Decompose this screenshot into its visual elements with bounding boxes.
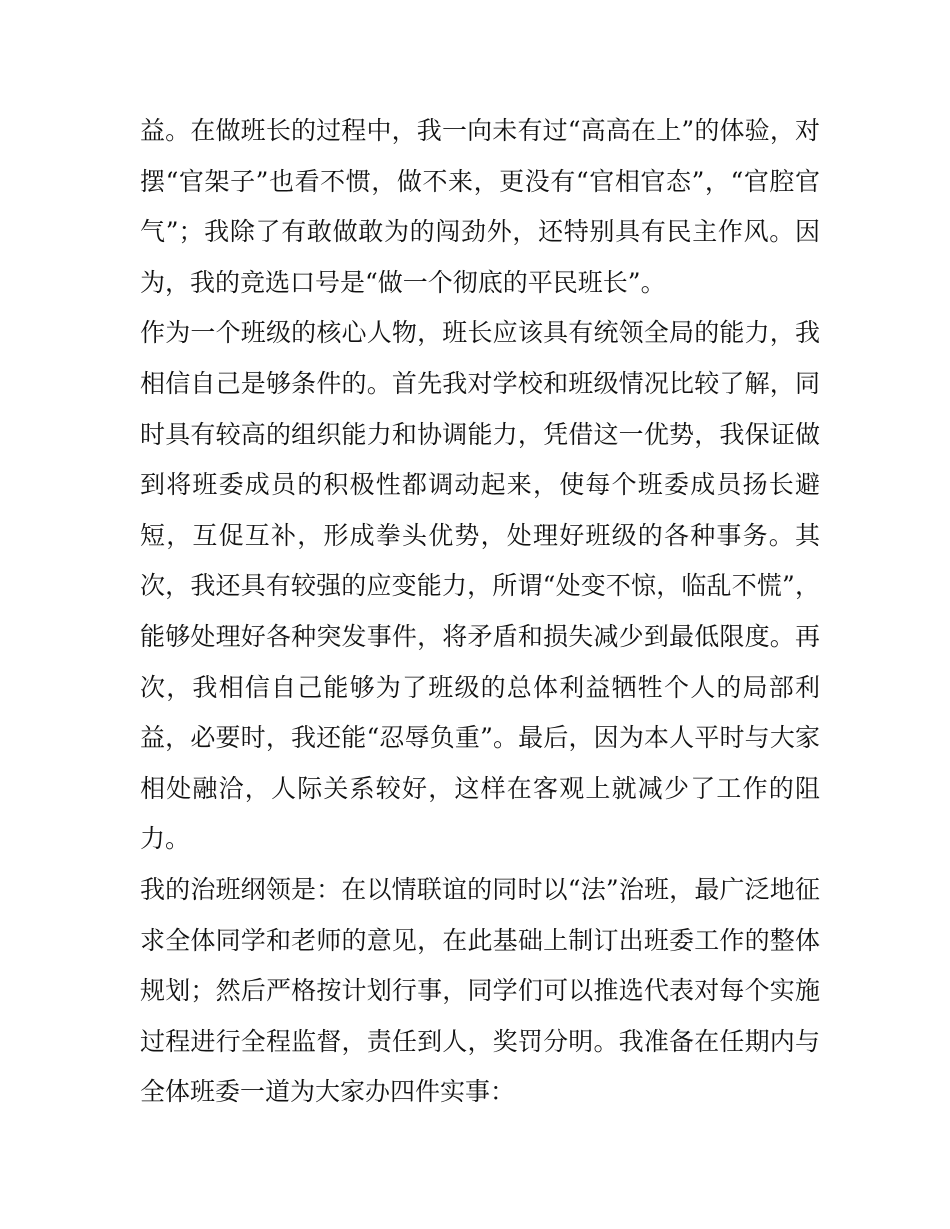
text-line: 气”；我除了有敢做敢为的闯劲外，还特别具有民主作风。因 <box>140 217 820 247</box>
text-line: 短，互促互补，形成拳头优势，处理好班级的各种事务。其 <box>140 520 820 550</box>
text-line: 次，我还具有较强的应变能力，所谓“处变不惊，临乱不慌”， <box>140 571 820 601</box>
text-line: 过程进行全程监督，责任到人，奖罚分明。我准备在任期内与 <box>140 1026 820 1056</box>
text-line: 次，我相信自己能够为了班级的总体利益牺牲个人的局部利 <box>140 672 820 702</box>
text-line: 摆“官架子”也看不惯，做不来，更没有“官相官态”，“官腔官 <box>140 166 820 196</box>
text-line: 力。 <box>140 824 191 854</box>
text-line: 时具有较高的组织能力和协调能力，凭借这一优势，我保证做 <box>140 419 820 449</box>
text-line: 相信自己是够条件的。首先我对学校和班级情况比较了解，同 <box>140 368 820 398</box>
text-line: 全体班委一道为大家办四件实事： <box>140 1077 516 1107</box>
text-line: 益。在做班长的过程中，我一向未有过“高高在上”的体验，对 <box>140 116 820 145</box>
text-line: 相处融洽，人际关系较好，这样在客观上就减少了工作的阻 <box>140 773 820 803</box>
text-line: 规划；然后严格按计划行事，同学们可以推选代表对每个实施 <box>140 976 820 1006</box>
body-text <box>140 106 820 1118</box>
text-line: 到将班委成员的积极性都调动起来，使每个班委成员扬长避 <box>140 470 820 500</box>
text-line: 益，必要时，我还能“忍辱负重”。最后，因为本人平时与大家 <box>140 723 820 753</box>
text-line: 作为一个班级的核心人物，班长应该具有统领全局的能力，我 <box>140 318 820 348</box>
text-line: 求全体同学和老师的意见，在此基础上制订出班委工作的整体 <box>140 925 820 955</box>
text-line: 为，我的竞选口号是“做一个彻底的平民班长”。 <box>140 267 666 297</box>
text-line: 我的治班纲领是：在以情联谊的同时以“法”治班，最广泛地征 <box>140 874 820 904</box>
text-line: 能够处理好各种突发事件，将矛盾和损失减少到最低限度。再 <box>140 621 820 651</box>
